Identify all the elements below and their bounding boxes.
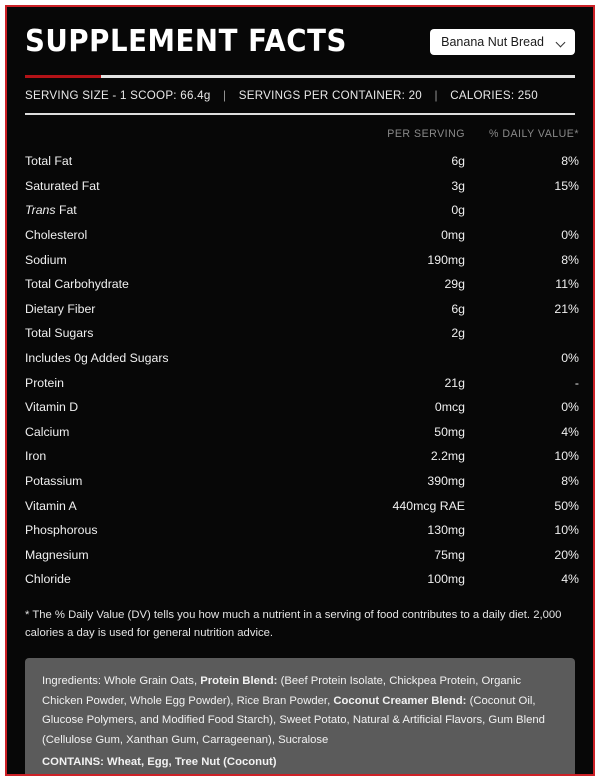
nutrient-amount: 2g bbox=[451, 326, 465, 341]
nutrient-amount: 440mcg RAE bbox=[392, 498, 465, 513]
nutrient-daily-value: 0% bbox=[561, 351, 579, 366]
table-row bbox=[25, 149, 579, 174]
column-header-per-serving: PER SERVING bbox=[387, 128, 465, 140]
nutrient-daily-value: 0% bbox=[561, 400, 579, 415]
nutrient-amount: 6g bbox=[451, 301, 465, 316]
nutrient-amount: 3g bbox=[451, 178, 465, 193]
title-divider bbox=[25, 75, 575, 78]
nutrient-amount: 0mg bbox=[441, 228, 465, 243]
nutrient-amount: 29g bbox=[444, 277, 465, 292]
nutrient-name: Vitamin A bbox=[25, 498, 77, 513]
chevron-down-icon bbox=[557, 38, 566, 47]
table-row bbox=[25, 346, 579, 371]
panel-header bbox=[25, 7, 575, 64]
nutrient-name: Saturated Fat bbox=[25, 178, 100, 193]
nutrient-daily-value: 11% bbox=[555, 277, 579, 292]
nutrient-daily-value: 10% bbox=[554, 523, 579, 538]
nutrient-name: Magnesium bbox=[25, 547, 89, 562]
nutrient-amount: 21g bbox=[444, 375, 465, 390]
table-row bbox=[25, 518, 579, 543]
nutrient-daily-value: 10% bbox=[554, 449, 579, 464]
nutrient-amount: 2.2mg bbox=[430, 449, 465, 464]
serving-size: SERVING SIZE - 1 SCOOP: 66.4g bbox=[25, 89, 211, 102]
table-row bbox=[25, 321, 579, 346]
ingredient-text-segment: (Coconut Oil, Glucose Polymers, and Modified Food Starch), Sweet Potato, Natural & Artificial Flavors, Gum Blend (Cellulose Gum, Xanthan Gum, Carrageenan), Sucralose bbox=[42, 694, 545, 746]
nutrient-name: Calcium bbox=[25, 424, 70, 439]
nutrient-name: Cholesterol bbox=[25, 228, 88, 243]
panel-inner bbox=[7, 7, 593, 774]
nutrient-name: Protein bbox=[25, 375, 64, 390]
ingredient-text-segment: (Beef Protein Isolate, Chickpea Protein, Organic Chicken Powder, Whole Egg Powder), Rice Bran Powder, bbox=[42, 675, 522, 707]
table-header-row bbox=[25, 128, 579, 149]
nutrient-daily-value: 0% bbox=[561, 228, 579, 243]
nutrient-name: Includes 0g Added Sugars bbox=[25, 351, 169, 366]
nutrient-amount: 390mg bbox=[427, 474, 465, 489]
nutrient-name: Potassium bbox=[25, 474, 83, 489]
table-row bbox=[25, 174, 579, 199]
page-title: SUPPLEMENT FACTS bbox=[25, 24, 347, 59]
nutrient-name: Total Carbohydrate bbox=[25, 277, 129, 292]
allergen-contains-line: CONTAINS: Wheat, Egg, Tree Nut (Coconut) bbox=[42, 755, 277, 768]
nutrient-name: Sodium bbox=[25, 252, 67, 267]
ingredients-text bbox=[42, 672, 558, 750]
nutrient-amount: 190mg bbox=[427, 252, 465, 267]
nutrient-daily-value bbox=[465, 321, 579, 346]
calories: CALORIES: 250 bbox=[450, 89, 538, 102]
ingredients-panel bbox=[25, 658, 575, 776]
nutrient-amount: 130mg bbox=[427, 523, 465, 538]
nutrient-daily-value: - bbox=[574, 375, 579, 390]
table-row bbox=[25, 493, 579, 518]
table-row bbox=[25, 272, 579, 297]
column-header-name bbox=[25, 128, 313, 149]
nutrient-amount: 0mcg bbox=[434, 400, 465, 415]
serving-separator-1: | bbox=[223, 89, 227, 102]
flavor-select[interactable] bbox=[430, 29, 575, 55]
nutrient-name: Dietary Fiber bbox=[25, 301, 96, 316]
nutrient-name-italic-prefix: Trans bbox=[25, 203, 56, 218]
nutrient-name: Total Fat bbox=[25, 154, 73, 169]
nutrient-name: Chloride bbox=[25, 572, 71, 587]
nutrient-daily-value: 4% bbox=[561, 572, 579, 587]
nutrient-name: Phosphorous bbox=[25, 523, 98, 538]
ingredient-blend-label: Protein Blend: bbox=[200, 675, 278, 688]
nutrient-daily-value bbox=[465, 198, 579, 223]
nutrient-daily-value: 21% bbox=[554, 301, 579, 316]
daily-value-footnote: * The % Daily Value (DV) tells you how much a nutrient in a serving of food contributes to a daily diet. 2,000 calories a day is used for general nutrition advice. bbox=[25, 608, 562, 639]
table-row bbox=[25, 370, 579, 395]
nutrient-daily-value: 15% bbox=[554, 178, 579, 193]
table-row bbox=[25, 420, 579, 445]
supplement-facts-panel bbox=[5, 5, 595, 776]
nutrient-name: Total Sugars bbox=[25, 326, 94, 341]
serving-info-line bbox=[25, 89, 575, 102]
table-row bbox=[25, 247, 579, 272]
nutrient-daily-value: 8% bbox=[561, 252, 579, 267]
nutrient-name: Trans Fat bbox=[25, 203, 77, 218]
nutrient-amount: 75mg bbox=[434, 547, 465, 562]
nutrient-daily-value: 20% bbox=[554, 547, 579, 562]
nutrient-amount: 100mg bbox=[427, 572, 465, 587]
nutrient-amount: 50mg bbox=[434, 424, 465, 439]
nutrient-name: Vitamin D bbox=[25, 400, 79, 415]
nutrient-name: Iron bbox=[25, 449, 47, 464]
table-row bbox=[25, 223, 579, 248]
column-header-daily-value: % DAILY VALUE* bbox=[488, 128, 579, 140]
table-row bbox=[25, 297, 579, 322]
servings-per-container: SERVINGS PER CONTAINER: 20 bbox=[238, 89, 422, 102]
table-row bbox=[25, 395, 579, 420]
nutrient-amount: 6g bbox=[451, 154, 465, 169]
table-row bbox=[25, 567, 579, 592]
nutrient-daily-value: 8% bbox=[561, 154, 579, 169]
flavor-select-value: Banana Nut Bread bbox=[441, 35, 544, 49]
table-row bbox=[25, 543, 579, 568]
nutrition-table bbox=[25, 128, 579, 592]
table-row bbox=[25, 469, 579, 494]
nutrient-daily-value: 50% bbox=[554, 498, 579, 513]
ingredient-blend-label: Coconut Creamer Blend: bbox=[333, 694, 467, 707]
serving-divider bbox=[25, 113, 575, 115]
nutrient-amount bbox=[313, 346, 465, 371]
table-row bbox=[25, 444, 579, 469]
nutrition-table-body bbox=[25, 149, 579, 592]
nutrient-daily-value: 4% bbox=[561, 424, 579, 439]
serving-separator-2: | bbox=[434, 89, 438, 102]
nutrient-amount: 0g bbox=[451, 203, 465, 218]
ingredient-text-segment: Ingredients: Whole Grain Oats, bbox=[42, 675, 201, 688]
table-row bbox=[25, 198, 579, 223]
nutrient-daily-value: 8% bbox=[561, 474, 579, 489]
